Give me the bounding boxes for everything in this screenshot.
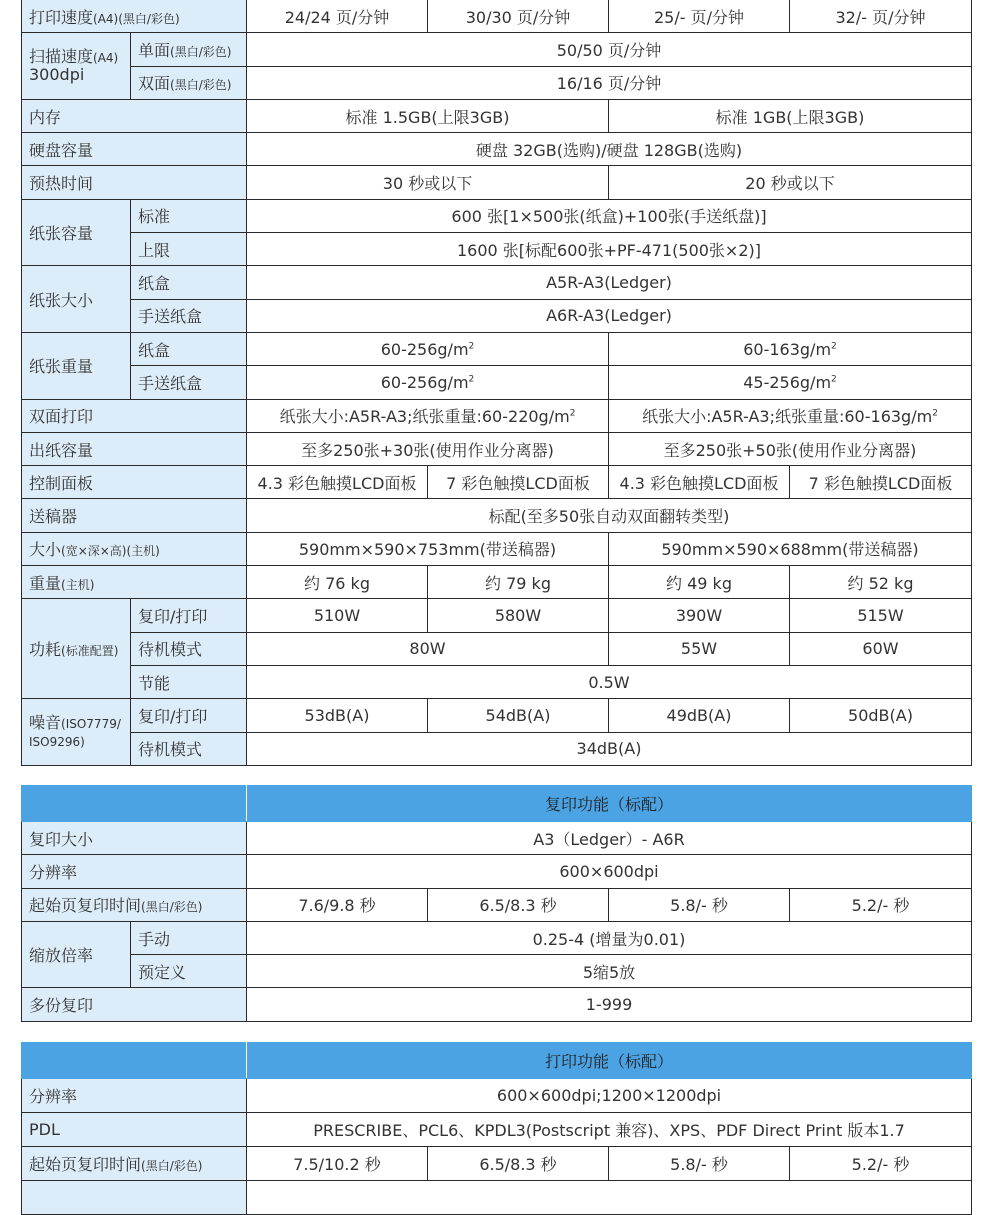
- scan-single-label: 单面(黑白/彩色): [131, 33, 247, 66]
- print-first-4: 5.2/- 秒: [790, 1147, 972, 1181]
- panel-label: 控制面板: [22, 466, 247, 499]
- copy-first-3: 5.8/- 秒: [609, 888, 790, 921]
- row-zoom-manual: [22, 921, 972, 954]
- print-speed-3: 25/- 页/分钟: [609, 0, 790, 33]
- zoom-label: 缩放倍率: [22, 921, 131, 988]
- copy-resolution-value: 600×600dpi: [247, 855, 972, 888]
- row-paper-size-cassette: [22, 266, 972, 299]
- row-paper-weight-cassette: [22, 332, 972, 365]
- warmup-label: 预热时间: [22, 166, 247, 199]
- size-label: 大小(宽×深×高)(主机): [22, 532, 247, 565]
- power-standby-2: 55W: [609, 632, 790, 665]
- copy-header-title: 复印功能（标配）: [247, 786, 972, 822]
- copy-function-table: [21, 785, 972, 1022]
- paper-capacity-max-value: 1600 张[标配600张+PF-471(500张×2)]: [247, 233, 972, 266]
- copy-header-row: [22, 786, 972, 822]
- weight-3: 约 49 kg: [609, 566, 790, 599]
- row-print-first: [22, 1147, 972, 1181]
- power-standby-1: 80W: [247, 632, 609, 665]
- power-copy-label: 复印/打印: [131, 599, 247, 632]
- paper-weight-bypass-label: 手送纸盒: [131, 366, 247, 399]
- row-scan-duplex: [22, 66, 972, 99]
- noise-copy-3: 49dB(A): [609, 699, 790, 732]
- row-hdd: [22, 133, 972, 166]
- noise-standby-value: 34dB(A): [247, 732, 972, 765]
- row-output: [22, 432, 972, 465]
- output-2: 至多250张+50张(使用作业分离器): [609, 432, 972, 465]
- scan-speed-label: 扫描速度(A4) 300dpi: [22, 33, 131, 100]
- print-speed-2: 30/30 页/分钟: [428, 0, 609, 33]
- zoom-preset-value: 5缩5放: [247, 955, 972, 988]
- print-first-label: 起始页复印时间(黑白/彩色): [22, 1147, 247, 1181]
- copy-first-label: 起始页复印时间(黑白/彩色): [22, 888, 247, 921]
- paper-size-bypass-label: 手送纸盒: [131, 299, 247, 332]
- row-duplex-print: [22, 399, 972, 432]
- row-power-standby: [22, 632, 972, 665]
- print-header-row: [22, 1043, 972, 1079]
- paper-weight-cassette-1: $60-256g/m^2$: [247, 332, 609, 365]
- row-zoom-preset: [22, 955, 972, 988]
- scan-single-value: 50/50 页/分钟: [247, 33, 972, 66]
- weight-label: 重量(主机): [22, 566, 247, 599]
- power-sleep-value: 0.5W: [247, 665, 972, 698]
- scan-duplex-label: 双面(黑白/彩色): [131, 66, 247, 99]
- row-paper-weight-bypass: [22, 366, 972, 399]
- paper-size-label: 纸张大小: [22, 266, 131, 333]
- panel-3: 4.3 彩色触摸LCD面板: [609, 466, 790, 499]
- paper-size-bypass-value: A6R-A3(Ledger): [247, 299, 972, 332]
- weight-4: 约 52 kg: [790, 566, 972, 599]
- noise-copy-2: 54dB(A): [428, 699, 609, 732]
- duplex-print-label: 双面打印: [22, 399, 247, 432]
- row-copy-size: [22, 822, 972, 855]
- print-resolution-label: 分辨率: [22, 1079, 247, 1113]
- noise-copy-1: 53dB(A): [247, 699, 428, 732]
- memory-2: 标准 1GB(上限3GB): [609, 99, 972, 132]
- print-header-title: 打印功能（标配）: [247, 1043, 972, 1079]
- power-standby-3: 60W: [790, 632, 972, 665]
- power-standby-label: 待机模式: [131, 632, 247, 665]
- row-noise-copy: [22, 699, 972, 732]
- row-print-resolution: [22, 1079, 972, 1113]
- print-first-3: 5.8/- 秒: [609, 1147, 790, 1181]
- output-label: 出纸容量: [22, 432, 247, 465]
- power-copy-2: 580W: [428, 599, 609, 632]
- copy-first-1: 7.6/9.8 秒: [247, 888, 428, 921]
- print-first-2: 6.5/8.3 秒: [428, 1147, 609, 1181]
- paper-weight-bypass-2: $45-256g/m^2$: [609, 366, 972, 399]
- spec-table: [21, 0, 972, 766]
- hdd-label: 硬盘容量: [22, 133, 247, 166]
- paper-size-cassette-value: A5R-A3(Ledger): [247, 266, 972, 299]
- paper-weight-label: 纸张重量: [22, 332, 131, 399]
- row-pdl: [22, 1113, 972, 1147]
- print-resolution-value: 600×600dpi;1200×1200dpi: [247, 1079, 972, 1113]
- multi-copy-label: 多份复印: [22, 988, 247, 1021]
- warmup-1: 30 秒或以下: [247, 166, 609, 199]
- noise-standby-label: 待机模式: [131, 732, 247, 765]
- row-print-speed: [22, 0, 972, 33]
- pdl-label: PDL: [22, 1113, 247, 1147]
- memory-label: 内存: [22, 99, 247, 132]
- copy-resolution-label: 分辨率: [22, 855, 247, 888]
- size-2: 590mm×590×688mm(带送稿器): [609, 532, 972, 565]
- row-power-copy: [22, 599, 972, 632]
- output-1: 至多250张+30张(使用作业分离器): [247, 432, 609, 465]
- row-copy-resolution: [22, 855, 972, 888]
- feeder-value: 标配(至多50张自动双面翻转类型): [247, 499, 972, 532]
- paper-capacity-label: 纸张容量: [22, 199, 131, 266]
- copy-size-label: 复印大小: [22, 822, 247, 855]
- weight-1: 约 76 kg: [247, 566, 428, 599]
- power-label: 功耗(标准配置): [22, 599, 131, 699]
- row-paper-capacity-max: [22, 233, 972, 266]
- panel-2: 7 彩色触摸LCD面板: [428, 466, 609, 499]
- print-header-blank: [22, 1043, 247, 1079]
- duplex-print-1: 纸张大小:A5R-A3;纸张重量$:60-220g/m^2$: [247, 399, 609, 432]
- copy-first-4: 5.2/- 秒: [790, 888, 972, 921]
- paper-weight-bypass-1: $60-256g/m^2$: [247, 366, 609, 399]
- feeder-label: 送稿器: [22, 499, 247, 532]
- row-noise-standby: [22, 732, 972, 765]
- row-weight: [22, 566, 972, 599]
- noise-copy-label: 复印/打印: [131, 699, 247, 732]
- row-warmup: [22, 166, 972, 199]
- size-1: 590mm×590×753mm(带送稿器): [247, 532, 609, 565]
- row-power-sleep: [22, 665, 972, 698]
- scan-duplex-value: 16/16 页/分钟: [247, 66, 972, 99]
- power-sleep-label: 节能: [131, 665, 247, 698]
- panel-1: 4.3 彩色触摸LCD面板: [247, 466, 428, 499]
- power-copy-3: 390W: [609, 599, 790, 632]
- copy-header-blank: [22, 786, 247, 822]
- memory-1: 标准 1.5GB(上限3GB): [247, 99, 609, 132]
- print-speed-1: 24/24 页/分钟: [247, 0, 428, 33]
- panel-4: 7 彩色触摸LCD面板: [790, 466, 972, 499]
- copy-size-value: A3（Ledger）- A6R: [247, 822, 972, 855]
- row-feeder: [22, 499, 972, 532]
- hdd-value: 硬盘 32GB(选购)/硬盘 128GB(选购): [247, 133, 972, 166]
- pdl-value: PRESCRIBE、PCL6、KPDL3(Postscript 兼容)、XPS、PDF Direct Print 版本1.7: [247, 1113, 972, 1147]
- row-memory: [22, 99, 972, 132]
- zoom-preset-label: 预定义: [131, 955, 247, 988]
- weight-2: 约 79 kg: [428, 566, 609, 599]
- duplex-print-2: 纸张大小:A5R-A3;纸张重量$:60-163g/m^2$: [609, 399, 972, 432]
- power-copy-1: 510W: [247, 599, 428, 632]
- print-first-1: 7.5/10.2 秒: [247, 1147, 428, 1181]
- paper-size-cassette-label: 纸盒: [131, 266, 247, 299]
- paper-weight-cassette-2: $60-163g/m^2$: [609, 332, 972, 365]
- noise-copy-4: 50dB(A): [790, 699, 972, 732]
- noise-label: 噪音(ISO7779/ ISO9296): [22, 699, 131, 766]
- row-paper-size-bypass: [22, 299, 972, 332]
- power-copy-4: 515W: [790, 599, 972, 632]
- copy-first-2: 6.5/8.3 秒: [428, 888, 609, 921]
- zoom-manual-label: 手动: [131, 921, 247, 954]
- row-size: [22, 532, 972, 565]
- paper-weight-cassette-label: 纸盒: [131, 332, 247, 365]
- row-multi-copy: [22, 988, 972, 1021]
- zoom-manual-value: 0.25-4 (增量为0.01): [247, 921, 972, 954]
- row-paper-capacity-standard: [22, 199, 972, 232]
- paper-capacity-max-label: 上限: [131, 233, 247, 266]
- multi-copy-value: 1-999: [247, 988, 972, 1021]
- row-scan-single: [22, 33, 972, 66]
- paper-capacity-standard-value: 600 张[1×500张(纸盒)+100张(手送纸盘)]: [247, 199, 972, 232]
- paper-capacity-standard-label: 标准: [131, 199, 247, 232]
- row-copy-first: [22, 888, 972, 921]
- row-panel: [22, 466, 972, 499]
- warmup-2: 20 秒或以下: [609, 166, 972, 199]
- print-function-table: [21, 1042, 972, 1215]
- print-speed-4: 32/- 页/分钟: [790, 0, 972, 33]
- print-speed-label: 打印速度(A4)(黑白/彩色): [22, 0, 247, 33]
